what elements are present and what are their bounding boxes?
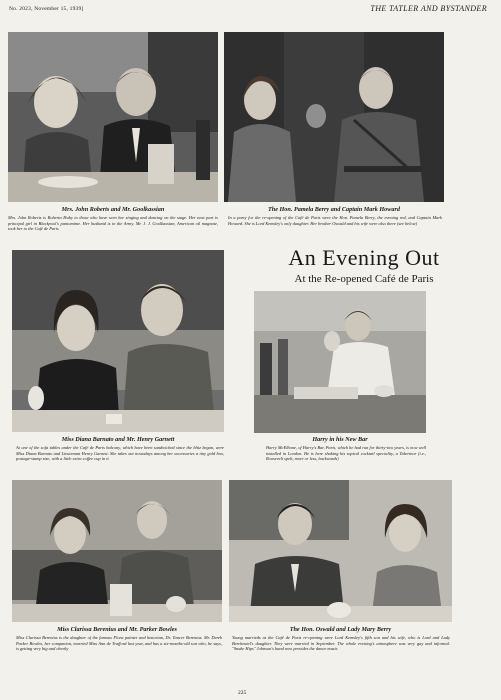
photo-berry-howard-title: The Hon. Pamela Berry and Captain Mark Howard bbox=[267, 206, 400, 213]
photo-berry-howard-image bbox=[224, 32, 444, 202]
photo-roberts-goolkassian-caption: Mrs. John Roberts is Roberta Huby to those who have seen her singing and dancing on the stage. Her next part is principal girl in Blackpool's pantomime. Her husband is in the Army. Mr. J. J. Goolkassian, American oil magnate, took her to the Café de Paris bbox=[8, 215, 218, 232]
photo-oswald-mary-berry-image bbox=[229, 480, 452, 622]
photo-roberts-goolkassian-image bbox=[8, 32, 218, 202]
photo-berry-howard bbox=[224, 32, 444, 202]
article-subtitle: At the Re-opened Café de Paris bbox=[294, 273, 434, 285]
photo-barnato-garnett-title: Miss Diana Barnato and Mr. Henry Garnett bbox=[61, 436, 175, 443]
page-number: 225 bbox=[238, 690, 247, 696]
photo-oswald-mary-berry-title: The Hon. Oswald and Lady Mary Berry bbox=[289, 626, 392, 633]
photo-harry-bar-caption: Harry McElhone, of Harry's Bar, Paris, which he had run for thirty-two years, is now well installed in London. He is here shaking his topical cocktail speciality, a Tekerinor (i.e., Roosevelt spelt, more or less, backwards) bbox=[266, 445, 426, 462]
magazine-title: THE TATLER AND BYSTANDER bbox=[370, 4, 487, 13]
photo-berenius-bowles-title: Miss Clarissa Berenius and Mr. Parker Bowles bbox=[57, 626, 177, 633]
photo-roberts-goolkassian-title: Mrs. John Roberts and Mr. Goolkassian bbox=[61, 206, 165, 213]
article-title: An Evening Out bbox=[288, 245, 440, 270]
photo-oswald-mary-berry-caption: Young marrieds at the Café de Paris re-opening were Lord Kemsley's fifth son and his wife, who is Lord and Lady Bercheatel's daughter. They were married in September. The whole evening's atmosphere was very gay and informal. "Snake Hips" Johnson's band now provides the dance music bbox=[232, 635, 450, 652]
photo-roberts-goolkassian bbox=[8, 32, 218, 202]
photo-harry-bar bbox=[254, 291, 426, 433]
photo-barnato-garnett bbox=[12, 250, 224, 432]
photo-barnato-garnett-image bbox=[12, 250, 224, 432]
photo-berenius-bowles-image bbox=[12, 480, 222, 622]
photo-harry-bar-image bbox=[254, 291, 426, 433]
photo-berenius-bowles bbox=[12, 480, 222, 622]
photo-oswald-mary-berry bbox=[229, 480, 452, 622]
issue-line: No. 2023, November 15, 1939] bbox=[9, 6, 84, 12]
photo-barnato-garnett-caption: At one of the sofa tables under the Café de Paris balcony, which have been sandwiched since the blitz began, were Miss Diana Barnato and Lieutenant Henry Garnett. She takes out nowadays among her accessories a tiny gold box, postage-stamp size, with a little extra coffee cup in it bbox=[16, 445, 224, 462]
photo-harry-bar-title: Harry in his New Bar bbox=[312, 436, 368, 443]
photo-berry-howard-caption: In a party for the re-opening of the Café de Paris were the Hon. Pamela Berry, the evening red, and Captain Mark Howard. She is Lord Kemsley's only daughter. Her brother Oswald and his wife were also there (see below) bbox=[228, 215, 442, 226]
article-headline bbox=[228, 246, 500, 286]
photo-berenius-bowles-caption: Miss Clarissa Berenius is the daughter of the famous Flora painter and historian, Dr. Tancer Berenius. Mr. Derek Parker Bowles, her companion, married Miss Ann de Trafford last year, and has a six-months-old son who, he says, is getting very big and cheeky bbox=[16, 635, 222, 652]
